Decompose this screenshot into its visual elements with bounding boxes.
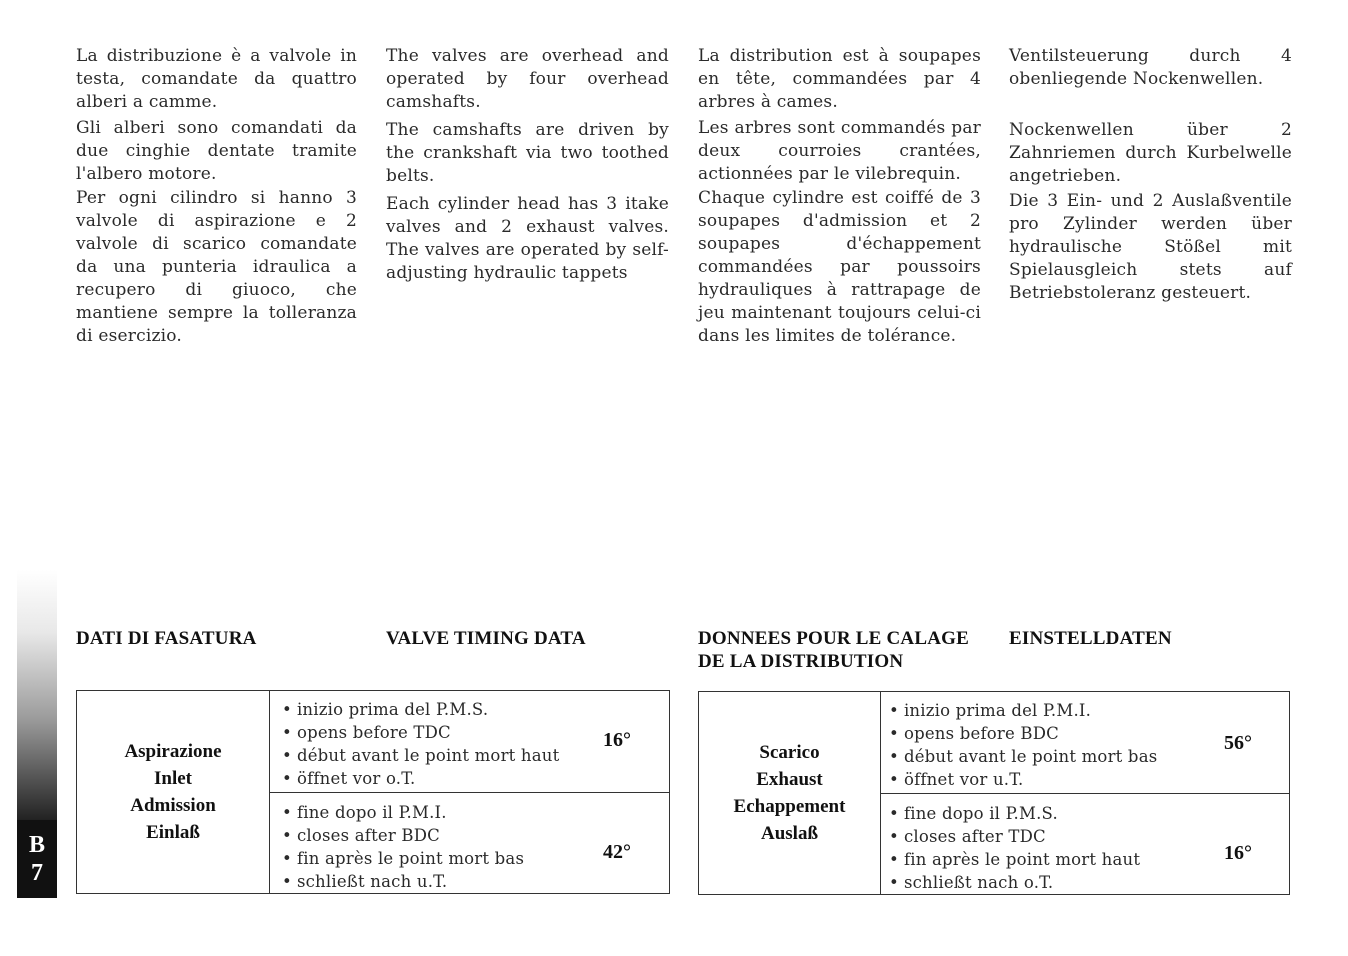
section-letter: B xyxy=(28,832,45,858)
drive-it: Gli alberi sono comandati da due cinghie dentate tramite l'albero motore. xyxy=(76,118,357,184)
drive-fr: Les arbres sont commandés par deux courroies crantées, actionnées par le vilebrequin. xyxy=(698,118,981,184)
list-item: • öffnet vor u.T. xyxy=(889,770,1024,789)
inlet-timing-table xyxy=(76,690,670,894)
intro-fr: La distribution est à soupapes en tête, commandées par 4 arbres à cames. xyxy=(698,46,981,112)
intro-en: The valves are overhead and operated by four overhead camshafts. xyxy=(386,46,669,112)
list-item: • öffnet vor o.T. xyxy=(282,769,416,788)
exhaust-timing-table xyxy=(698,691,1290,895)
exhaust-label-fr: Echappement xyxy=(733,796,846,817)
section-tab xyxy=(17,820,57,898)
intro-it: La distribuzione è a valvole in testa, comandate da quattro alberi a camme. xyxy=(76,46,357,112)
valves-it: Per ogni cilindro si hanno 3 valvole di aspirazione e 2 valvole di scarico comandate da una punteria idraulica a recupero di giuoco, che mantiene sempre la tolleranza di esercizio. xyxy=(76,188,357,346)
list-item: • schließt nach u.T. xyxy=(282,872,448,891)
inlet-close-angle: 42° xyxy=(603,841,631,863)
list-item: • début avant le point mort bas xyxy=(889,747,1158,766)
list-item: • opens before BDC xyxy=(889,724,1059,743)
list-item: • fine dopo il P.M.I. xyxy=(282,803,447,822)
inlet-label-cell xyxy=(77,691,270,893)
exhaust-label-de: Auslaß xyxy=(760,823,819,844)
inlet-label-en: Inlet xyxy=(154,768,192,789)
inlet-label-it: Aspirazione xyxy=(124,741,222,762)
list-item: • fin après le point mort bas xyxy=(282,849,525,868)
inlet-label-de: Einlaß xyxy=(146,822,200,843)
valves-de: Die 3 Ein- und 2 Auslaßventile pro Zylinder werden über hydraulische Stößel mit Spielausgleich stets auf Betriebstoleranz gesteuert. xyxy=(1009,191,1292,303)
list-item: • closes after TDC xyxy=(889,827,1046,846)
exhaust-label-en: Exhaust xyxy=(756,769,823,790)
list-item: • fine dopo il P.M.S. xyxy=(889,804,1058,823)
exhaust-open-row xyxy=(881,692,1289,794)
list-item: • fin après le point mort haut xyxy=(889,850,1141,869)
page-number: 7 xyxy=(31,860,43,886)
intro-de: Ventilsteuerung durch 4 obenliegende Nockenwellen. xyxy=(1009,46,1292,89)
exhaust-label-it: Scarico xyxy=(759,742,820,763)
inlet-open-row xyxy=(270,691,669,793)
inlet-close-row xyxy=(270,793,669,893)
heading-de: EINSTELLDATEN xyxy=(1009,628,1172,649)
heading-fr: DONNEES POUR LE CALAGE DE LA DISTRIBUTION xyxy=(698,628,969,672)
list-item: • inizio prima del P.M.I. xyxy=(889,701,1092,720)
list-item: • closes after BDC xyxy=(282,826,440,845)
inlet-label-fr: Admission xyxy=(130,795,216,816)
list-item: • schließt nach o.T. xyxy=(889,873,1054,892)
drive-en: The camshafts are driven by the crankshaft via two toothed belts. xyxy=(386,120,669,186)
heading-it: DATI DI FASATURA xyxy=(76,628,257,649)
exhaust-open-angle: 56° xyxy=(1224,732,1252,754)
valves-fr: Chaque cylindre est coiffé de 3 soupapes d'admission et 2 soupapes d'échappement commandées par poussoirs hydrauliques à rattrapage de jeu maintenant toujours celui-ci dans les limites de tolérance. xyxy=(698,188,981,346)
heading-en: VALVE TIMING DATA xyxy=(386,628,586,649)
exhaust-close-angle: 16° xyxy=(1224,842,1252,864)
section-tab-gradient xyxy=(17,570,57,820)
exhaust-close-row xyxy=(881,794,1289,894)
exhaust-label-cell xyxy=(699,692,881,894)
inlet-open-angle: 16° xyxy=(603,729,631,751)
list-item: • opens before TDC xyxy=(282,723,451,742)
drive-de: Nockenwellen über 2 Zahnriemen durch Kurbelwelle angetrieben. xyxy=(1009,120,1292,186)
list-item: • début avant le point mort haut xyxy=(282,746,560,765)
valves-en: Each cylinder head has 3 itake valves and 2 exhaust valves. The valves are operated by self-adjusting hydraulic tappets xyxy=(386,194,669,283)
list-item: • inizio prima del P.M.S. xyxy=(282,700,489,719)
